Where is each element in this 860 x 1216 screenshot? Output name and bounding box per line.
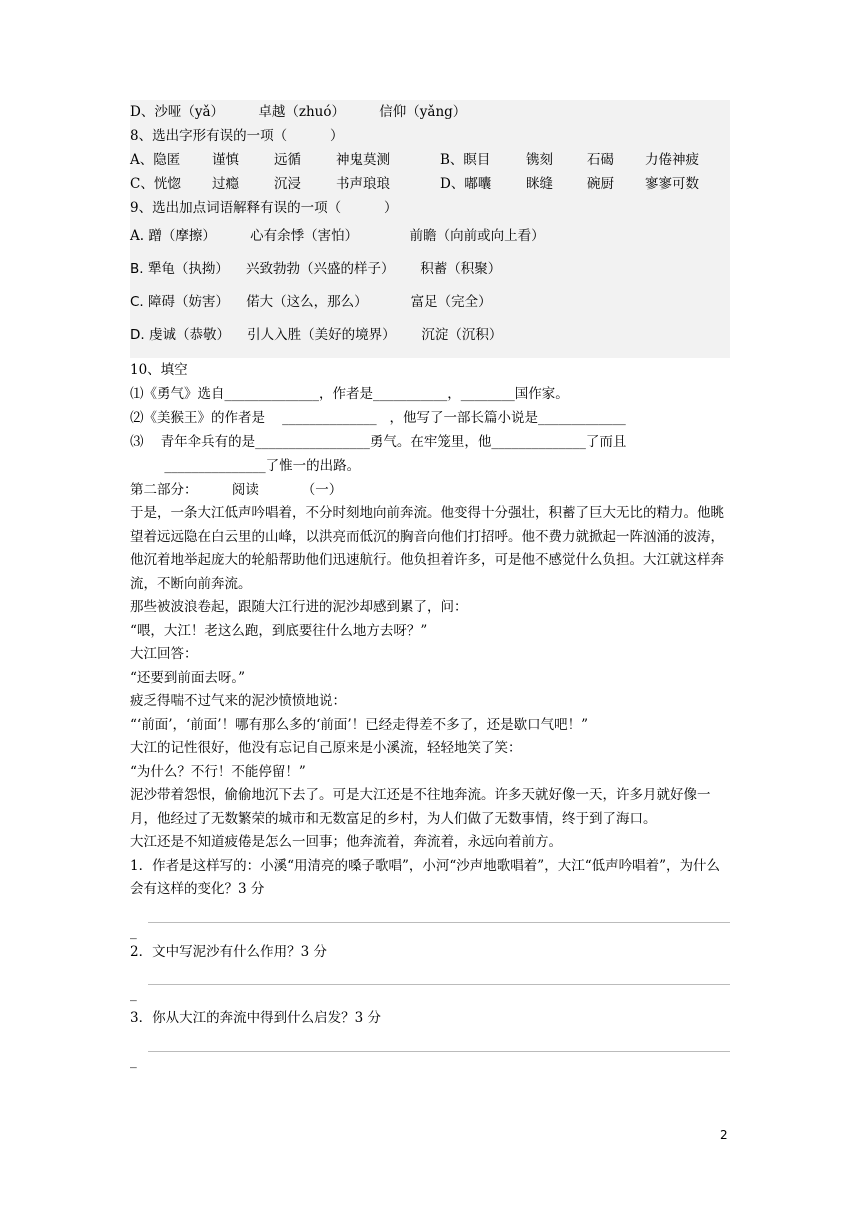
- question-3: 3．你从大江的奔流中得到什么启发？3 分: [130, 1010, 381, 1026]
- q9-option-a: A. 蹭（摩擦） 心有余悸（害怕） 前瞻（向前或向上看）: [130, 228, 545, 244]
- q9-c-text: 障碍（妨害） 偌大（这么，那么） 富足（完全）: [143, 294, 492, 310]
- q10-line-4: _______________了惟一的出路。: [130, 458, 361, 474]
- q8-a-3: 远循: [274, 152, 301, 168]
- q8-c-2: 过瘾: [212, 176, 239, 192]
- passage-paragraph: 大江回答：: [130, 646, 198, 662]
- q9-c-letter: C.: [130, 294, 144, 310]
- q10-line-2: ⑵《美猴王》的作者是 ______________ ，他写了一部长篇小说是_____________: [130, 410, 626, 426]
- q8-d-1: D、嘟囔: [440, 176, 492, 192]
- answer-tail-2: _: [130, 986, 137, 1002]
- q8-a-2: 谨慎: [212, 152, 239, 168]
- q8-b-4: 力倦神疲: [645, 152, 699, 168]
- q8-a-4: 神鬼莫测: [336, 152, 390, 168]
- passage-paragraph: 疲乏得喘不过气来的泥沙愤愤地说：: [130, 693, 346, 709]
- q8-row-cd: [130, 172, 730, 196]
- answer-line-1[interactable]: [148, 902, 730, 923]
- q8-d-2: 眯缝: [526, 176, 553, 192]
- q10-line-1: ⑴《勇气》选自______________，作者是___________，________国作家。: [130, 386, 569, 402]
- q10-title: 10、填空: [130, 362, 188, 378]
- q9-d-letter: D.: [130, 327, 145, 343]
- q8-title: 8、选出字形有误的一项（ ）: [130, 128, 344, 144]
- q8-c-4: 书声琅琅: [336, 176, 390, 192]
- worksheet-page: [130, 100, 730, 1070]
- q9-b-text: 犟龟（执拗） 兴致勃勃（兴盛的样子） 积蓄（积聚）: [143, 261, 502, 277]
- passage-paragraph: 大江的记性很好，他没有忘记自己原来是小溪流，轻轻地笑了笑：: [130, 740, 522, 756]
- passage-paragraph: 那些被波浪卷起，跟随大江行进的泥沙却感到累了，问：: [130, 599, 468, 615]
- question-2: 2．文中写泥沙有什么作用？3 分: [130, 943, 327, 960]
- q9-b-letter: B.: [130, 261, 144, 277]
- answer-line-3[interactable]: [148, 1031, 730, 1052]
- passage-paragraph: “还要到前面去呀。”: [130, 669, 246, 686]
- answer-tail-1: _: [130, 923, 137, 940]
- q8-d-3: 碗厨: [587, 176, 614, 192]
- q8-d-4: 寥寥可数: [645, 176, 699, 192]
- passage-paragraph: “‘前面’，‘前面’！哪有那么多的‘前面’！已经走得差不多了，还是歇口气吧！”: [130, 716, 589, 733]
- q8-c-1: C、恍惚: [130, 176, 181, 192]
- part2-heading: 第二部分： 阅读 （一）: [130, 482, 343, 498]
- page-number: 2: [720, 1128, 728, 1142]
- q9-title: 9、选出加点词语解释有误的一项（ ）: [130, 200, 398, 216]
- q8-b-1: B、瞑目: [440, 152, 491, 168]
- q9-option-d: [130, 319, 730, 358]
- q8-b-2: 镌刻: [526, 152, 553, 168]
- shaded-question-block: [130, 100, 730, 358]
- passage-paragraph: 大江还是不知道疲倦是怎么一回事；他奔流着，奔流着，永远向着前方。: [130, 834, 562, 850]
- passage-paragraph: 于是，一条大江低声吟唱着，不分时刻地向前奔流。他变得十分强壮，积蓄了巨大无比的精力。他眺望着远远隐在白云里的山峰，以洪亮而低沉的胸音向他们打招呼。他不费力就掀起一阵汹涌的波涛，他沉着地举起庞大的轮船帮助他们迅速航行。他负担着许多，可是他不感觉什么负担。大江就这样奔流，不断向前奔流。: [130, 505, 724, 592]
- q9-option-b: [130, 253, 730, 286]
- q8-a-1: A、隐匿: [130, 152, 181, 168]
- passage-paragraph: “为什么？不行！不能停留！”: [130, 763, 306, 780]
- q9-option-c: [130, 286, 730, 319]
- q10-line-3: ⑶ 青年伞兵有的是_________________勇气。在牢笼里，他______________了而且: [130, 434, 627, 450]
- passage-paragraph: “喂，大江！老这么跑，到底要往什么地方去呀？”: [130, 622, 428, 639]
- q8-c-3: 沉浸: [274, 176, 301, 192]
- passage-paragraph: 泥沙带着怨恨，偷偷地沉下去了。可是大江还是不往地奔流。许多天就好像一天，许多月就好像一月，他经过了无数繁荣的城市和无数富足的乡村，为人们做了无数事情，终于到了海口。: [130, 787, 711, 827]
- question-1: 1．作者是这样写的：小溪“用清亮的嗓子歌唱”，小河“沙声地歌唱着”，大江“低声吟唱着”，为什么会有这样的变化？3 分: [130, 857, 720, 897]
- answer-tail-3: _: [130, 1052, 137, 1069]
- q8-b-3: 石碣: [587, 152, 614, 168]
- q7-option-d: D、沙哑（yǎ） 卓越（zhuó） 信仰（yǎng）: [130, 104, 467, 120]
- answer-line-2[interactable]: [148, 964, 730, 985]
- q9-d-text: 虔诚（恭敬） 引人入胜（美好的境界） 沉淀（沉积）: [144, 327, 503, 343]
- q8-row-ab: [130, 148, 730, 172]
